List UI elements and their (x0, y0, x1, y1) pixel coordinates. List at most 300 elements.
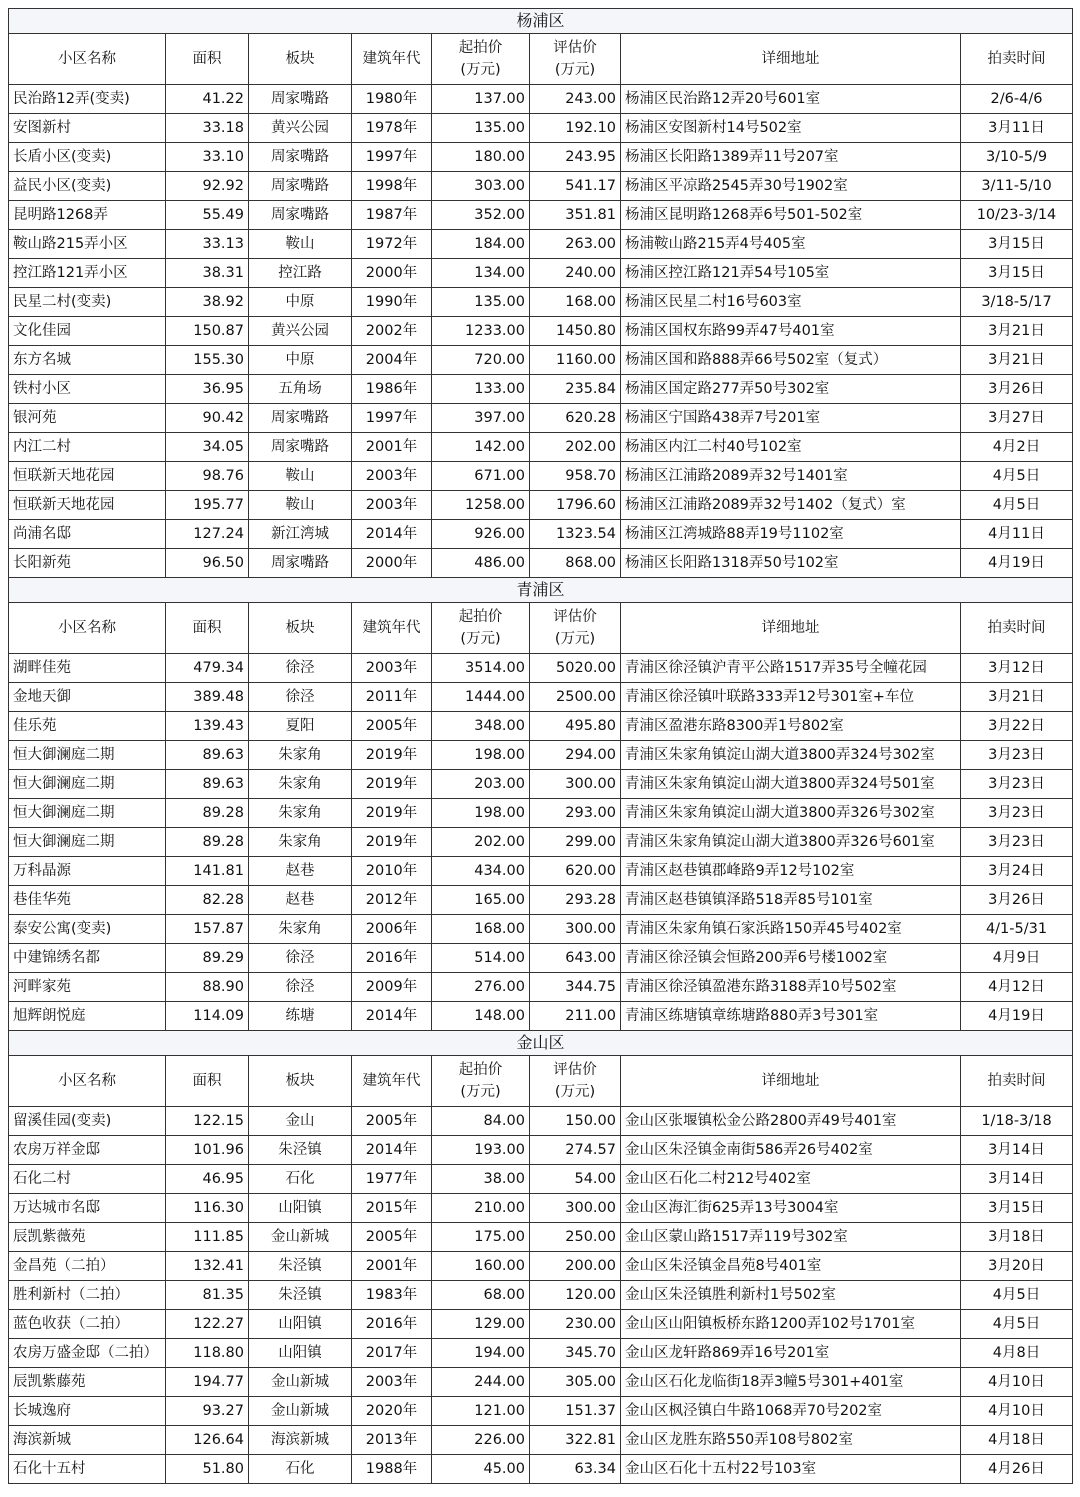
cell-block: 朱家角 (249, 770, 352, 799)
table-row (9, 1252, 1073, 1281)
table-row (9, 1368, 1073, 1397)
cell-area: 33.13 (166, 230, 249, 259)
cell-address: 金山区蒙山路1517弄119号302室 (621, 1223, 961, 1252)
cell-block: 海滨新城 (249, 1426, 352, 1455)
cell-name: 民治路12弄(变卖) (9, 85, 166, 114)
cell-year: 2005年 (352, 1223, 432, 1252)
cell-date: 3月23日 (961, 741, 1073, 770)
cell-date: 3月22日 (961, 712, 1073, 741)
table-row (9, 317, 1073, 346)
cell-date: 3月18日 (961, 1223, 1073, 1252)
cell-eval-price: 192.10 (530, 114, 621, 143)
header-eval-price (530, 34, 621, 85)
cell-name: 辰凯紫藤苑 (9, 1368, 166, 1397)
cell-year: 2003年 (352, 654, 432, 683)
cell-start-price: 129.00 (432, 1310, 530, 1339)
cell-block: 朱家角 (249, 799, 352, 828)
header-name: 小区名称 (9, 1056, 166, 1107)
table-row (9, 462, 1073, 491)
cell-address: 杨浦区国定路277弄50号302室 (621, 375, 961, 404)
cell-start-price: 193.00 (432, 1136, 530, 1165)
cell-date: 3/11-5/10 (961, 172, 1073, 201)
cell-eval-price: 300.00 (530, 915, 621, 944)
cell-start-price: 168.00 (432, 915, 530, 944)
cell-area: 98.76 (166, 462, 249, 491)
cell-year: 1978年 (352, 114, 432, 143)
cell-name: 石化二村 (9, 1165, 166, 1194)
cell-start-price: 720.00 (432, 346, 530, 375)
cell-date: 4月10日 (961, 1368, 1073, 1397)
cell-block: 鞍山 (249, 462, 352, 491)
cell-block: 山阳镇 (249, 1194, 352, 1223)
cell-area: 114.09 (166, 1002, 249, 1031)
cell-start-price: 397.00 (432, 404, 530, 433)
cell-eval-price: 240.00 (530, 259, 621, 288)
cell-date: 3月15日 (961, 230, 1073, 259)
cell-name: 蓝色收获（二拍） (9, 1310, 166, 1339)
table-row (9, 915, 1073, 944)
cell-name: 辰凯紫薇苑 (9, 1223, 166, 1252)
cell-address: 杨浦区民治路12弄20号601室 (621, 85, 961, 114)
cell-year: 1972年 (352, 230, 432, 259)
header-start-price-unit: (万元) (460, 631, 501, 647)
table-row (9, 520, 1073, 549)
cell-date: 4月12日 (961, 973, 1073, 1002)
cell-area: 126.64 (166, 1426, 249, 1455)
cell-name: 长城逸府 (9, 1397, 166, 1426)
cell-eval-price: 495.80 (530, 712, 621, 741)
cell-start-price: 135.00 (432, 288, 530, 317)
cell-start-price: 194.00 (432, 1339, 530, 1368)
cell-area: 33.18 (166, 114, 249, 143)
cell-address: 青浦区徐泾镇盈港东路3188弄10号502室 (621, 973, 961, 1002)
cell-eval-price: 243.95 (530, 143, 621, 172)
cell-block: 控江路 (249, 259, 352, 288)
table-row (9, 85, 1073, 114)
table-row (9, 1165, 1073, 1194)
section-title: 杨浦区 (9, 9, 1073, 34)
cell-start-price: 160.00 (432, 1252, 530, 1281)
cell-name: 恒联新天地花园 (9, 462, 166, 491)
cell-block: 五角场 (249, 375, 352, 404)
cell-block: 朱泾镇 (249, 1281, 352, 1310)
cell-year: 2005年 (352, 712, 432, 741)
cell-name: 恒大御澜庭二期 (9, 741, 166, 770)
cell-address: 金山区石化十五村22号103室 (621, 1455, 961, 1484)
cell-date: 3月14日 (961, 1165, 1073, 1194)
cell-address: 青浦区练塘镇章练塘路880弄3号301室 (621, 1002, 961, 1031)
cell-name: 海滨新城 (9, 1426, 166, 1455)
cell-date: 3/10-5/9 (961, 143, 1073, 172)
header-block: 板块 (249, 34, 352, 85)
cell-address: 金山区山阳镇板桥东路1200弄102号1701室 (621, 1310, 961, 1339)
cell-eval-price: 168.00 (530, 288, 621, 317)
cell-block: 朱家角 (249, 915, 352, 944)
cell-start-price: 486.00 (432, 549, 530, 578)
cell-eval-price: 263.00 (530, 230, 621, 259)
cell-date: 3月21日 (961, 346, 1073, 375)
cell-block: 徐泾 (249, 654, 352, 683)
cell-address: 杨浦区江浦路2089弄32号1402（复式）室 (621, 491, 961, 520)
table-row (9, 346, 1073, 375)
cell-eval-price: 1160.00 (530, 346, 621, 375)
cell-eval-price: 243.00 (530, 85, 621, 114)
cell-start-price: 3514.00 (432, 654, 530, 683)
cell-name: 长阳新苑 (9, 549, 166, 578)
table-row (9, 1455, 1073, 1484)
cell-eval-price: 293.00 (530, 799, 621, 828)
cell-area: 36.95 (166, 375, 249, 404)
table-row (9, 741, 1073, 770)
cell-area: 46.95 (166, 1165, 249, 1194)
cell-date: 3月15日 (961, 259, 1073, 288)
cell-area: 82.28 (166, 886, 249, 915)
cell-date: 3月12日 (961, 654, 1073, 683)
cell-name: 银河苑 (9, 404, 166, 433)
cell-area: 194.77 (166, 1368, 249, 1397)
cell-year: 2004年 (352, 346, 432, 375)
cell-area: 389.48 (166, 683, 249, 712)
cell-area: 101.96 (166, 1136, 249, 1165)
table-row (9, 172, 1073, 201)
cell-year: 1997年 (352, 404, 432, 433)
cell-eval-price: 344.75 (530, 973, 621, 1002)
table-row (9, 973, 1073, 1002)
cell-start-price: 175.00 (432, 1223, 530, 1252)
cell-name: 民星二村(变卖) (9, 288, 166, 317)
cell-address: 杨浦区昆明路1268弄6号501-502室 (621, 201, 961, 230)
cell-year: 1998年 (352, 172, 432, 201)
cell-date: 4月5日 (961, 462, 1073, 491)
cell-name: 泰安公寓(变卖) (9, 915, 166, 944)
cell-address: 青浦区盈港东路8300弄1号802室 (621, 712, 961, 741)
table-row (9, 491, 1073, 520)
header-block: 板块 (249, 1056, 352, 1107)
cell-start-price: 226.00 (432, 1426, 530, 1455)
cell-address: 青浦区徐泾镇沪青平公路1517弄35号全幢花园 (621, 654, 961, 683)
header-block: 板块 (249, 603, 352, 654)
cell-name: 金昌苑（二拍） (9, 1252, 166, 1281)
cell-address: 杨浦区控江路121弄54号105室 (621, 259, 961, 288)
cell-address: 金山区石化龙临街18弄3幢5号301+401室 (621, 1368, 961, 1397)
cell-block: 徐泾 (249, 973, 352, 1002)
header-eval-price (530, 603, 621, 654)
cell-eval-price: 322.81 (530, 1426, 621, 1455)
cell-area: 92.92 (166, 172, 249, 201)
cell-name: 万科晶源 (9, 857, 166, 886)
cell-block: 中原 (249, 346, 352, 375)
cell-eval-price: 305.00 (530, 1368, 621, 1397)
cell-year: 2019年 (352, 741, 432, 770)
cell-date: 4月8日 (961, 1339, 1073, 1368)
cell-date: 4月18日 (961, 1426, 1073, 1455)
table-row (9, 375, 1073, 404)
header-start-price (432, 1056, 530, 1107)
header-date: 拍卖时间 (961, 34, 1073, 85)
header-eval-price-unit: (万元) (554, 1084, 596, 1100)
cell-start-price: 1233.00 (432, 317, 530, 346)
table-row (9, 1136, 1073, 1165)
header-year: 建筑年代 (352, 34, 432, 85)
cell-year: 2006年 (352, 915, 432, 944)
cell-start-price: 133.00 (432, 375, 530, 404)
cell-area: 122.27 (166, 1310, 249, 1339)
cell-block: 朱家角 (249, 741, 352, 770)
cell-address: 金山区朱泾镇胜利新村1号502室 (621, 1281, 961, 1310)
cell-date: 3/18-5/17 (961, 288, 1073, 317)
cell-year: 1990年 (352, 288, 432, 317)
cell-start-price: 198.00 (432, 799, 530, 828)
cell-year: 2015年 (352, 1194, 432, 1223)
cell-date: 3月27日 (961, 404, 1073, 433)
cell-date: 10/23-3/14 (961, 201, 1073, 230)
header-row (9, 34, 1073, 85)
cell-block: 周家嘴路 (249, 172, 352, 201)
cell-address: 青浦区赵巷镇镇泽路518弄85号101室 (621, 886, 961, 915)
cell-block: 徐泾 (249, 944, 352, 973)
cell-name: 万达城市名邸 (9, 1194, 166, 1223)
cell-address: 杨浦区民星二村16号603室 (621, 288, 961, 317)
cell-address: 金山区枫泾镇白牛路1068弄70号202室 (621, 1397, 961, 1426)
cell-area: 41.22 (166, 85, 249, 114)
table-row (9, 799, 1073, 828)
table-row (9, 230, 1073, 259)
cell-block: 朱泾镇 (249, 1252, 352, 1281)
cell-block: 黄兴公园 (249, 114, 352, 143)
cell-name: 长盾小区(变卖) (9, 143, 166, 172)
cell-eval-price: 293.28 (530, 886, 621, 915)
cell-start-price: 135.00 (432, 114, 530, 143)
cell-year: 2012年 (352, 886, 432, 915)
cell-start-price: 84.00 (432, 1107, 530, 1136)
cell-year: 2009年 (352, 973, 432, 1002)
table-row (9, 654, 1073, 683)
cell-year: 2003年 (352, 491, 432, 520)
cell-eval-price: 5020.00 (530, 654, 621, 683)
cell-eval-price: 620.00 (530, 857, 621, 886)
header-start-price-label: 起拍价 (458, 40, 503, 56)
cell-area: 89.63 (166, 741, 249, 770)
cell-address: 杨浦区长阳路1389弄11号207室 (621, 143, 961, 172)
cell-eval-price: 868.00 (530, 549, 621, 578)
cell-address: 青浦区朱家角镇淀山湖大道3800弄324号302室 (621, 741, 961, 770)
cell-start-price: 134.00 (432, 259, 530, 288)
cell-block: 金山新城 (249, 1223, 352, 1252)
header-row (9, 1056, 1073, 1107)
table-row (9, 114, 1073, 143)
cell-year: 2019年 (352, 770, 432, 799)
cell-start-price: 514.00 (432, 944, 530, 973)
cell-address: 金山区龙轩路869弄16号201室 (621, 1339, 961, 1368)
cell-eval-price: 200.00 (530, 1252, 621, 1281)
cell-address: 杨浦区宁国路438弄7号201室 (621, 404, 961, 433)
table-row (9, 1339, 1073, 1368)
header-address: 详细地址 (621, 1056, 961, 1107)
cell-date: 1/18-3/18 (961, 1107, 1073, 1136)
cell-start-price: 137.00 (432, 85, 530, 114)
cell-date: 3月15日 (961, 1194, 1073, 1223)
cell-block: 黄兴公园 (249, 317, 352, 346)
cell-start-price: 348.00 (432, 712, 530, 741)
cell-address: 金山区龙胜东路550弄108号802室 (621, 1426, 961, 1455)
cell-eval-price: 643.00 (530, 944, 621, 973)
table-row (9, 712, 1073, 741)
cell-area: 38.31 (166, 259, 249, 288)
section-title-row (9, 9, 1073, 34)
table-row (9, 288, 1073, 317)
cell-year: 2014年 (352, 1002, 432, 1031)
cell-date: 4月19日 (961, 1002, 1073, 1031)
table-row (9, 1310, 1073, 1339)
table-row (9, 683, 1073, 712)
cell-name: 安图新村 (9, 114, 166, 143)
cell-year: 2014年 (352, 520, 432, 549)
cell-date: 4月11日 (961, 520, 1073, 549)
table-row (9, 886, 1073, 915)
header-name: 小区名称 (9, 603, 166, 654)
cell-area: 89.28 (166, 799, 249, 828)
header-date: 拍卖时间 (961, 603, 1073, 654)
cell-address: 青浦区朱家角镇淀山湖大道3800弄324号501室 (621, 770, 961, 799)
cell-block: 夏阳 (249, 712, 352, 741)
cell-address: 青浦区朱家角镇淀山湖大道3800弄326号302室 (621, 799, 961, 828)
cell-date: 3月26日 (961, 375, 1073, 404)
cell-start-price: 210.00 (432, 1194, 530, 1223)
cell-date: 3月20日 (961, 1252, 1073, 1281)
cell-name: 留溪佳园(变卖) (9, 1107, 166, 1136)
cell-name: 农房万祥金邸 (9, 1136, 166, 1165)
table-row (9, 143, 1073, 172)
cell-eval-price: 2500.00 (530, 683, 621, 712)
cell-address: 杨浦区国和路888弄66号502室（复式） (621, 346, 961, 375)
cell-start-price: 671.00 (432, 462, 530, 491)
cell-eval-price: 351.81 (530, 201, 621, 230)
cell-address: 青浦区朱家角镇石家浜路150弄45号402室 (621, 915, 961, 944)
header-date: 拍卖时间 (961, 1056, 1073, 1107)
cell-year: 2003年 (352, 462, 432, 491)
cell-start-price: 38.00 (432, 1165, 530, 1194)
cell-year: 2000年 (352, 549, 432, 578)
cell-eval-price: 211.00 (530, 1002, 621, 1031)
cell-address: 青浦区徐泾镇叶联路333弄12号301室+车位 (621, 683, 961, 712)
cell-date: 3月23日 (961, 770, 1073, 799)
cell-year: 2011年 (352, 683, 432, 712)
cell-date: 4月26日 (961, 1455, 1073, 1484)
cell-name: 尚浦名邸 (9, 520, 166, 549)
cell-eval-price: 54.00 (530, 1165, 621, 1194)
header-eval-price (530, 1056, 621, 1107)
cell-name: 旭辉朗悦庭 (9, 1002, 166, 1031)
cell-block: 周家嘴路 (249, 143, 352, 172)
cell-date: 4月5日 (961, 491, 1073, 520)
cell-year: 2001年 (352, 433, 432, 462)
cell-year: 2020年 (352, 1397, 432, 1426)
cell-year: 2003年 (352, 1368, 432, 1397)
cell-name: 河畔家苑 (9, 973, 166, 1002)
cell-year: 1988年 (352, 1455, 432, 1484)
cell-eval-price: 274.57 (530, 1136, 621, 1165)
cell-start-price: 434.00 (432, 857, 530, 886)
header-area: 面积 (166, 34, 249, 85)
cell-date: 4/1-5/31 (961, 915, 1073, 944)
cell-year: 2010年 (352, 857, 432, 886)
cell-address: 金山区朱泾镇金南街586弄26号402室 (621, 1136, 961, 1165)
section-title-row (9, 578, 1073, 603)
cell-area: 139.43 (166, 712, 249, 741)
cell-address: 杨浦区长阳路1318弄50号102室 (621, 549, 961, 578)
cell-block: 朱泾镇 (249, 1136, 352, 1165)
cell-area: 89.28 (166, 828, 249, 857)
cell-name: 金地天御 (9, 683, 166, 712)
cell-name: 内江二村 (9, 433, 166, 462)
cell-date: 4月2日 (961, 433, 1073, 462)
cell-name: 控江路121弄小区 (9, 259, 166, 288)
cell-area: 93.27 (166, 1397, 249, 1426)
cell-start-price: 148.00 (432, 1002, 530, 1031)
cell-address: 金山区海汇街625弄13号3004室 (621, 1194, 961, 1223)
cell-name: 石化十五村 (9, 1455, 166, 1484)
cell-name: 文化佳园 (9, 317, 166, 346)
cell-area: 118.80 (166, 1339, 249, 1368)
cell-start-price: 352.00 (432, 201, 530, 230)
cell-block: 新江湾城 (249, 520, 352, 549)
cell-area: 55.49 (166, 201, 249, 230)
cell-address: 杨浦区内江二村40号102室 (621, 433, 961, 462)
cell-name: 恒联新天地花园 (9, 491, 166, 520)
cell-address: 杨浦区安图新村14号502室 (621, 114, 961, 143)
header-name: 小区名称 (9, 34, 166, 85)
cell-block: 赵巷 (249, 857, 352, 886)
cell-date: 3月23日 (961, 828, 1073, 857)
cell-year: 2019年 (352, 828, 432, 857)
table-row (9, 549, 1073, 578)
section-title: 金山区 (9, 1031, 1073, 1056)
cell-year: 2013年 (352, 1426, 432, 1455)
cell-block: 周家嘴路 (249, 549, 352, 578)
cell-address: 青浦区徐泾镇会恒路200弄6号楼1002室 (621, 944, 961, 973)
cell-year: 1997年 (352, 143, 432, 172)
header-start-price-unit: (万元) (460, 1084, 501, 1100)
cell-address: 青浦区赵巷镇郡峰路9弄12号102室 (621, 857, 961, 886)
cell-year: 1980年 (352, 85, 432, 114)
table-row (9, 1397, 1073, 1426)
cell-name: 佳乐苑 (9, 712, 166, 741)
cell-start-price: 165.00 (432, 886, 530, 915)
cell-start-price: 926.00 (432, 520, 530, 549)
header-area: 面积 (166, 1056, 249, 1107)
cell-block: 周家嘴路 (249, 201, 352, 230)
cell-name: 恒大御澜庭二期 (9, 828, 166, 857)
cell-area: 96.50 (166, 549, 249, 578)
table-row (9, 1194, 1073, 1223)
cell-eval-price: 958.70 (530, 462, 621, 491)
header-eval-price-unit: (万元) (554, 62, 596, 78)
cell-date: 4月5日 (961, 1310, 1073, 1339)
cell-start-price: 121.00 (432, 1397, 530, 1426)
table-row (9, 259, 1073, 288)
cell-year: 2016年 (352, 1310, 432, 1339)
cell-address: 金山区石化二村212号402室 (621, 1165, 961, 1194)
cell-area: 111.85 (166, 1223, 249, 1252)
cell-name: 益民小区(变卖) (9, 172, 166, 201)
cell-name: 中建锦绣名都 (9, 944, 166, 973)
cell-year: 2014年 (352, 1136, 432, 1165)
cell-year: 1983年 (352, 1281, 432, 1310)
cell-year: 1987年 (352, 201, 432, 230)
cell-eval-price: 1796.60 (530, 491, 621, 520)
cell-start-price: 180.00 (432, 143, 530, 172)
cell-block: 周家嘴路 (249, 85, 352, 114)
